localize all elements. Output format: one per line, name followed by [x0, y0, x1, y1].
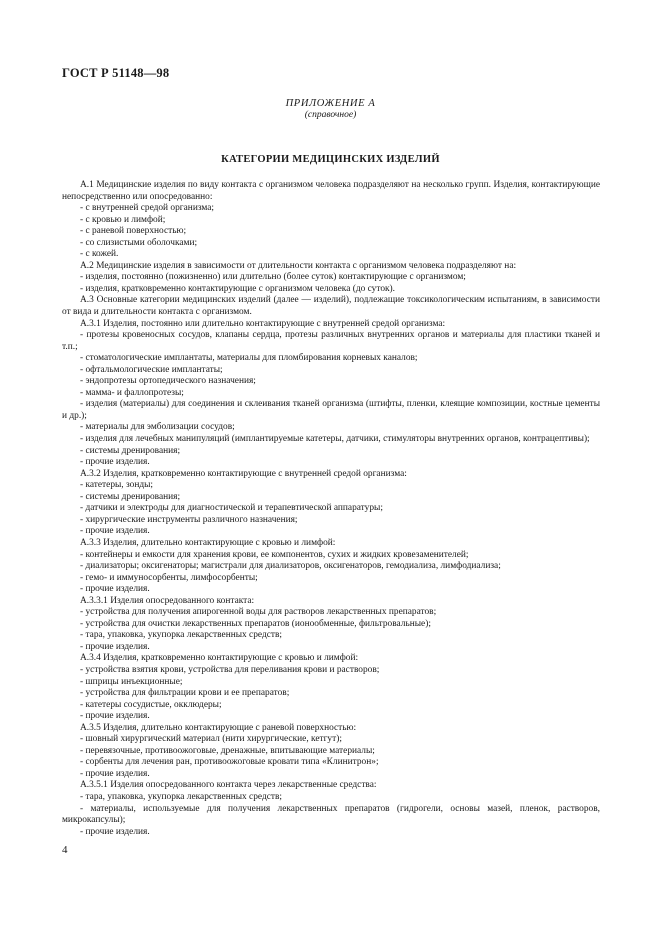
- appendix-label: ПРИЛОЖЕНИЕ А: [285, 98, 376, 109]
- list-item: - устройства для получения апирогенной воды для растворов лекарственных препаратов;: [80, 607, 437, 618]
- paragraph: А.3.1 Изделия, постоянно или длительно контактирующие с внутренней средой организма:: [80, 318, 446, 329]
- paragraph: А.3.3 Изделия, длительно контактирующие с кровью и лимфой:: [80, 537, 336, 548]
- list-item: - с кровью и лимфой;: [80, 214, 166, 225]
- list-item: - хирургические инструменты различного назначения;: [80, 514, 298, 525]
- list-item: - с внутренней средой организма;: [80, 203, 215, 214]
- list-item: - с кожей.: [80, 249, 119, 260]
- list-item: - материалы для эмболизации сосудов;: [80, 422, 235, 433]
- list-item: - устройства для фильтрации крови и ее препаратов;: [80, 688, 290, 699]
- list-item: - катетеры, зонды;: [80, 480, 154, 491]
- list-item: - устройства взятия крови, устройства для переливания крови и растворов;: [80, 664, 380, 675]
- list-item: - протезы кровеносных сосудов, клапаны сердца, протезы различных внутренних органов и материалы для пластики тканей и т.п.;: [62, 330, 600, 352]
- paragraph: А.3 Основные категории медицинских изделий (далее — изделий), подлежащие токсикологическим испытаниям, в зависимости от вида и длительности контакта с организмом.: [62, 295, 600, 318]
- list-item: - перевязочные, противоожоговые, дренажные, впитывающие материалы;: [80, 745, 375, 756]
- list-item: - с раневой поверхностью;: [80, 226, 187, 237]
- document-body: [62, 180, 600, 838]
- list-item: - изделия (материалы) для соединения и склеивания тканей организма (штифты, пленки, клеящие композиции, костные цементы и др.);: [62, 399, 600, 421]
- paragraph: А.3.5 Изделия, длительно контактирующие с раневой поверхностью:: [80, 722, 357, 733]
- appendix-note: (справочное): [304, 110, 357, 120]
- section-title: КАТЕГОРИИ МЕДИЦИНСКИХ ИЗДЕЛИЙ: [221, 154, 440, 165]
- paragraph: А.3.2 Изделия, кратковременно контактирующие с внутренней средой организма:: [80, 468, 407, 479]
- list-item: - прочие изделия.: [80, 826, 150, 837]
- list-item: - эндопротезы ортопедического назначения;: [80, 376, 256, 387]
- paragraph: А.3.3.1 Изделия опосредованного контакта:: [80, 595, 255, 606]
- paragraph: А.3.5.1 Изделия опосредованного контакта через лекарственные средства:: [80, 780, 377, 791]
- list-item: - тара, упаковка, укупорка лекарственных средств;: [80, 630, 283, 641]
- list-item: - устройства для очистки лекарственных препаратов (ионообменные, фильтровальные);: [80, 618, 431, 629]
- list-item: - тара, упаковка, укупорка лекарственных средств;: [80, 791, 283, 802]
- list-item: - диализаторы; оксигенаторы; магистрали для диализаторов, оксигенаторов, гемодиализа, лимфодиализа;: [80, 561, 501, 572]
- list-item: - прочие изделия.: [80, 526, 150, 537]
- list-item: - офтальмологические имплантаты;: [80, 364, 223, 375]
- list-item: - системы дренирования;: [80, 491, 181, 502]
- list-item: - катетеры сосудистые, окклюдеры;: [80, 699, 222, 710]
- list-item: - гемо- и иммуносорбенты, лимфосорбенты;: [80, 572, 258, 583]
- list-item: - контейнеры и емкости для хранения крови, ее компонентов, сухих и жидких кровезаменителей;: [80, 549, 469, 560]
- list-item: - со слизистыми оболочками;: [80, 237, 198, 248]
- list-item: - шприцы инъекционные;: [80, 676, 183, 687]
- list-item: - изделия для лечебных манипуляций (имплантируемые катетеры, датчики, стимуляторы внутренних органов, контрацептивы);: [80, 434, 590, 445]
- list-item: - прочие изделия.: [80, 711, 150, 722]
- list-item: - датчики и электроды для диагностической и терапевтической аппаратуры;: [80, 503, 383, 514]
- list-item: - сорбенты для лечения ран, противоожоговые кровати типа «Клинитрон»;: [80, 757, 379, 768]
- list-item: - стоматологические имплантаты, материалы для пломбирования корневых каналов;: [80, 353, 418, 364]
- list-item: - прочие изделия.: [80, 457, 150, 468]
- list-item: - прочие изделия.: [80, 584, 150, 595]
- page-number: 4: [62, 844, 68, 856]
- paragraph: А.1 Медицинские изделия по виду контакта с организмом человека подразделяют на несколько групп. Изделия, контактирующие непосредственно или опосредованно:: [62, 180, 600, 202]
- list-item: - материалы, используемые для получения лекарственных препаратов (гидрогели, основы мазей, пленок, растворов, микрокапсулы);: [62, 803, 600, 826]
- list-item: - прочие изделия.: [80, 768, 150, 779]
- document-code: ГОСТ Р 51148—98: [62, 66, 170, 80]
- list-item: - прочие изделия.: [80, 641, 150, 652]
- list-item: - изделия, постоянно (пожизненно) или длительно (более суток) контактирующие с организмом;: [80, 272, 466, 283]
- paragraph: А.2 Медицинские изделия в зависимости от длительности контакта с организмом человека подразделяют на:: [80, 260, 517, 271]
- list-item: - мамма- и фаллопротезы;: [80, 387, 184, 398]
- list-item: - системы дренирования;: [80, 445, 181, 456]
- list-item: - изделия, кратковременно контактирующие с организмом человека (до суток).: [80, 283, 396, 294]
- list-item: - шовный хирургический материал (нити хирургические, кетгут);: [80, 734, 342, 745]
- paragraph: А.3.4 Изделия, кратковременно контактирующие с кровью и лимфой:: [80, 653, 359, 664]
